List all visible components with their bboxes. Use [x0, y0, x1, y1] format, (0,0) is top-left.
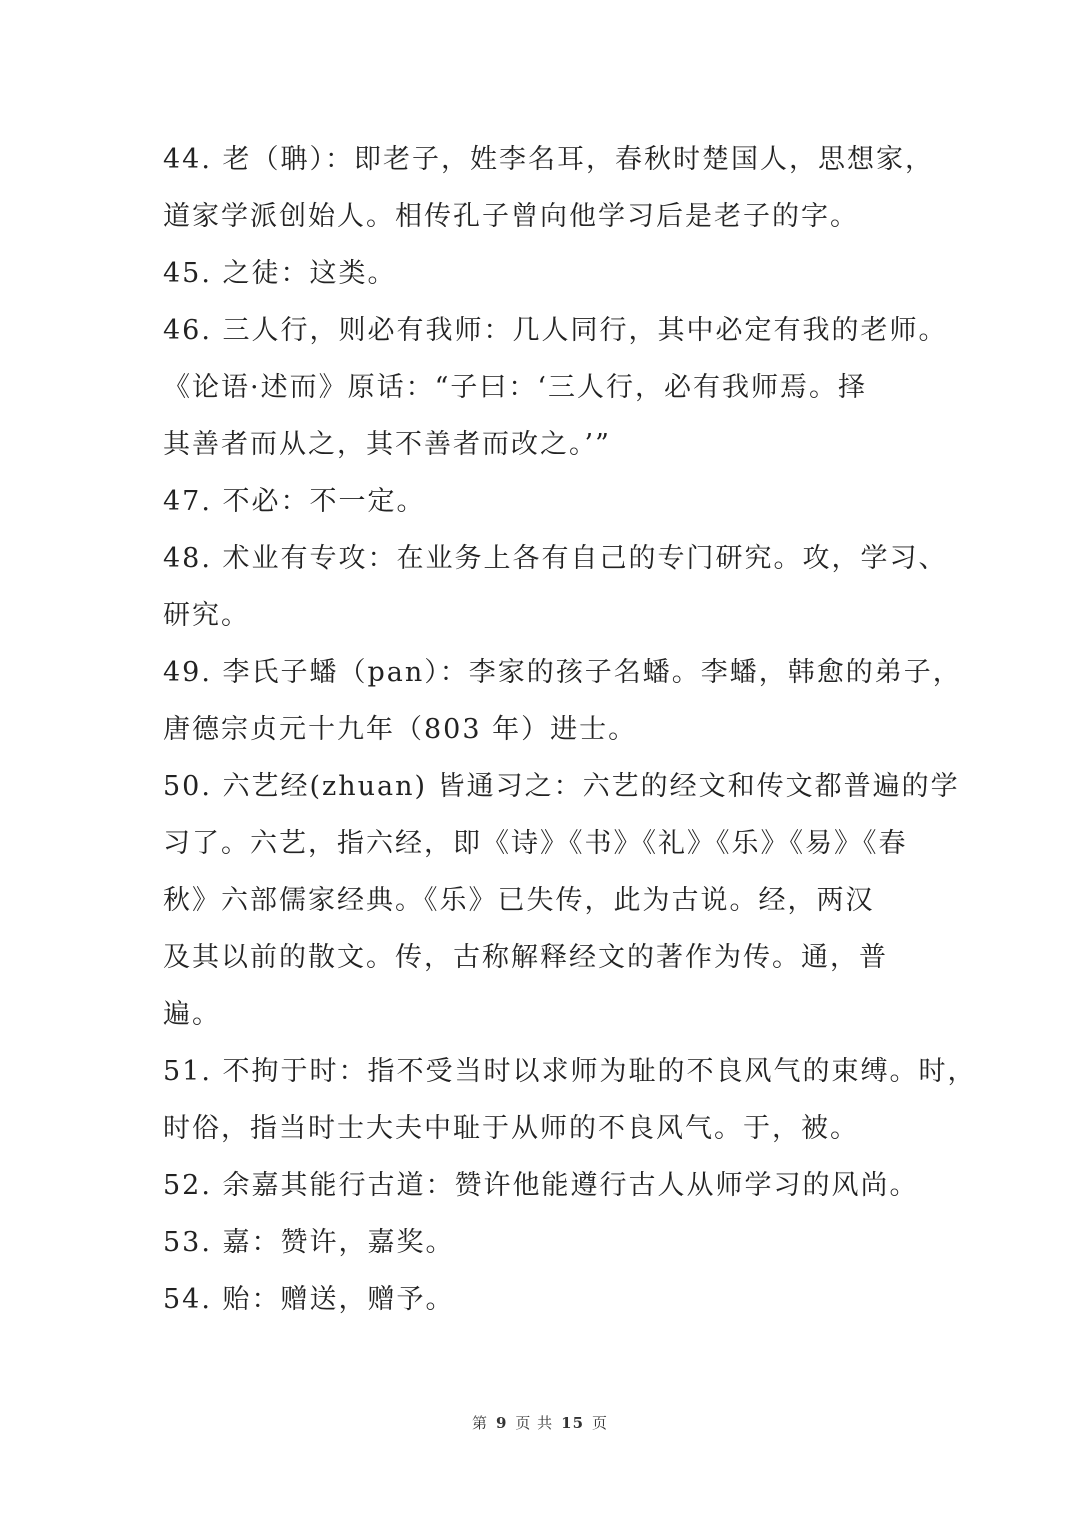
annotation-line: 53. 嘉：赞许，嘉奖。 — [163, 1227, 455, 1258]
annotation-line: 遍。 — [163, 999, 221, 1030]
annotation-52 — [163, 1157, 943, 1214]
annotation-line: 习了。六艺，指六经，即《诗》《书》《礼》《乐》《易》《春 — [163, 828, 908, 859]
annotation-54 — [163, 1271, 943, 1328]
annotation-51 — [163, 1043, 977, 1157]
annotation-48 — [163, 530, 948, 644]
current-page-number: 9 — [495, 1414, 508, 1432]
page-footer — [0, 1412, 1080, 1433]
annotation-line: 《论语·述而》原话：“子曰：‘三人行，必有我师焉。择 — [163, 372, 867, 403]
total-page-count: 15 — [561, 1414, 585, 1432]
annotation-line: 46. 三人行，则必有我师：几人同行，其中必定有我的老师。 — [163, 315, 948, 346]
annotation-line: 时俗，指当时士大夫中耻于从师的不良风气。于，被。 — [163, 1113, 859, 1144]
annotation-line: 唐德宗贞元十九年（803 年）进士。 — [163, 714, 638, 745]
annotation-line: 51. 不拘于时：指不受当时以求师为耻的不良风气的束缚。时， — [163, 1056, 977, 1087]
annotation-50 — [163, 758, 960, 1043]
annotation-line: 48. 术业有专攻：在业务上各有自己的专门研究。攻，学习、 — [163, 543, 948, 574]
annotation-list — [163, 131, 977, 1328]
annotation-53 — [163, 1214, 943, 1271]
annotation-line: 54. 贻：赠送，赠予。 — [163, 1284, 455, 1315]
annotation-line: 52. 余嘉其能行古道：赞许他能遵行古人从师学习的风尚。 — [163, 1170, 919, 1201]
annotation-line: 50. 六艺经(zhuan) 皆通习之：六艺的经文和传文都普遍的学 — [163, 771, 960, 802]
annotation-45 — [163, 245, 943, 302]
annotation-line: 及其以前的散文。传，古称解释经文的著作为传。通，普 — [163, 942, 888, 973]
annotation-line: 研究。 — [163, 600, 250, 631]
footer-mid: 页 共 — [515, 1414, 554, 1432]
annotation-line: 秋》六部儒家经典。《乐》已失传，此为古说。经，两汉 — [163, 885, 875, 916]
annotation-line: 道家学派创始人。相传孔子曾向他学习后是老子的字。 — [163, 201, 859, 232]
annotation-49 — [163, 644, 962, 758]
annotation-line: 44. 老（聃）：即老子，姓李名耳，春秋时楚国人，思想家， — [163, 144, 935, 175]
annotation-44 — [163, 131, 943, 245]
annotation-46 — [163, 302, 948, 473]
annotation-line: 47. 不必：不一定。 — [163, 486, 426, 517]
annotation-line: 49. 李氏子蟠（pan）：李家的孩子名蟠。李蟠，韩愈的弟子， — [163, 657, 962, 688]
annotation-47 — [163, 473, 943, 530]
footer-prefix: 第 — [471, 1414, 488, 1432]
annotation-line: 45. 之徒：这类。 — [163, 258, 397, 289]
annotation-line: 其善者而从之，其不善者而改之。’” — [163, 429, 611, 460]
footer-suffix: 页 — [592, 1414, 609, 1432]
